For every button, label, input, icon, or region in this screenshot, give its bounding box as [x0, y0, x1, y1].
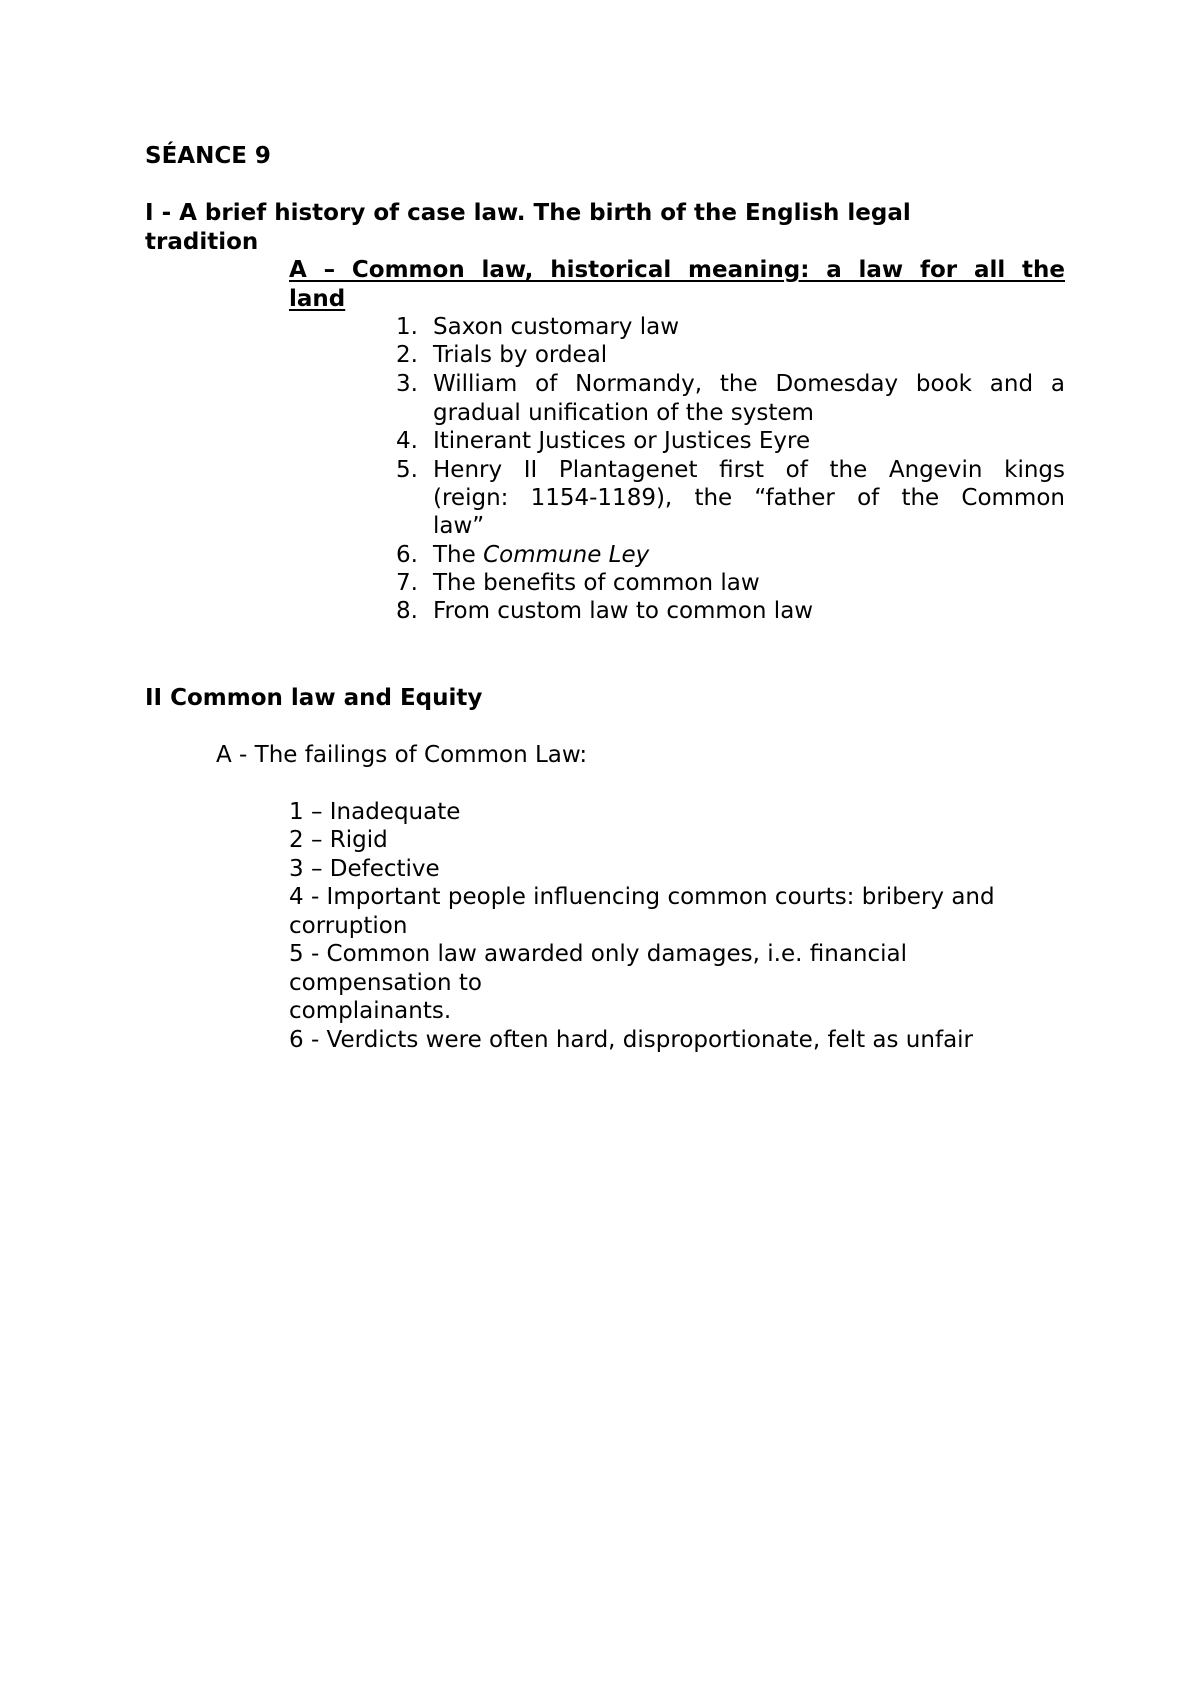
list-item-number: 2. — [396, 342, 418, 368]
section1-heading: I - A brief history of case law. The birth of the English legal — [145, 200, 911, 226]
list-item: Henry II Plantagenet first of the Angevin kings — [433, 457, 1065, 483]
list-item-number: 8. — [396, 598, 418, 624]
list-item-cont: law” — [433, 513, 485, 539]
failing-item: 3 – Defective — [289, 856, 440, 882]
section1-heading-cont: tradition — [145, 229, 259, 255]
failing-item: 1 – Inadequate — [289, 799, 461, 825]
list-item: Itinerant Justices or Justices Eyre — [433, 428, 811, 454]
list-item-italic: Commune Ley — [483, 542, 650, 568]
failing-item: 4 - Important people influencing common courts: bribery and — [289, 884, 995, 910]
list-item-number: 5. — [396, 457, 418, 483]
failing-item-cont: complainants. — [289, 998, 452, 1024]
section2-subheading: A - The failings of Common Law: — [216, 742, 588, 768]
list-item — [433, 541, 649, 569]
failing-item: 5 - Common law awarded only damages, i.e. financial — [289, 941, 908, 967]
section1-subheading-cont: land — [289, 286, 346, 312]
list-item: William of Normandy, the Domesday book and a — [433, 371, 1065, 397]
list-item: Trials by ordeal — [433, 342, 608, 368]
failing-item-cont: corruption — [289, 913, 408, 939]
list-item-number: 6. — [396, 542, 418, 568]
list-item: The benefits of common law — [433, 570, 760, 596]
list-item: Saxon customary law — [433, 314, 680, 340]
list-item-number: 1. — [396, 314, 418, 340]
failing-item: 6 - Verdicts were often hard, disproportionate, felt as unfair — [289, 1027, 974, 1053]
list-item-prefix: The — [433, 542, 484, 568]
seance-title: SÉANCE 9 — [145, 143, 271, 169]
list-item-cont: gradual unification of the system — [433, 400, 814, 426]
list-item-cont: (reign: 1154-1189), the “father of the Common — [433, 485, 1065, 511]
failing-item-cont: compensation to — [289, 970, 482, 996]
section1-subheading: A – Common law, historical meaning: a law for all the — [289, 257, 1065, 283]
list-item-number: 7. — [396, 570, 418, 596]
section2-heading: II Common law and Equity — [145, 685, 483, 711]
list-item: From custom law to common law — [433, 598, 814, 624]
list-item-number: 3. — [396, 371, 418, 397]
failing-item: 2 – Rigid — [289, 827, 388, 853]
list-item-number: 4. — [396, 428, 418, 454]
